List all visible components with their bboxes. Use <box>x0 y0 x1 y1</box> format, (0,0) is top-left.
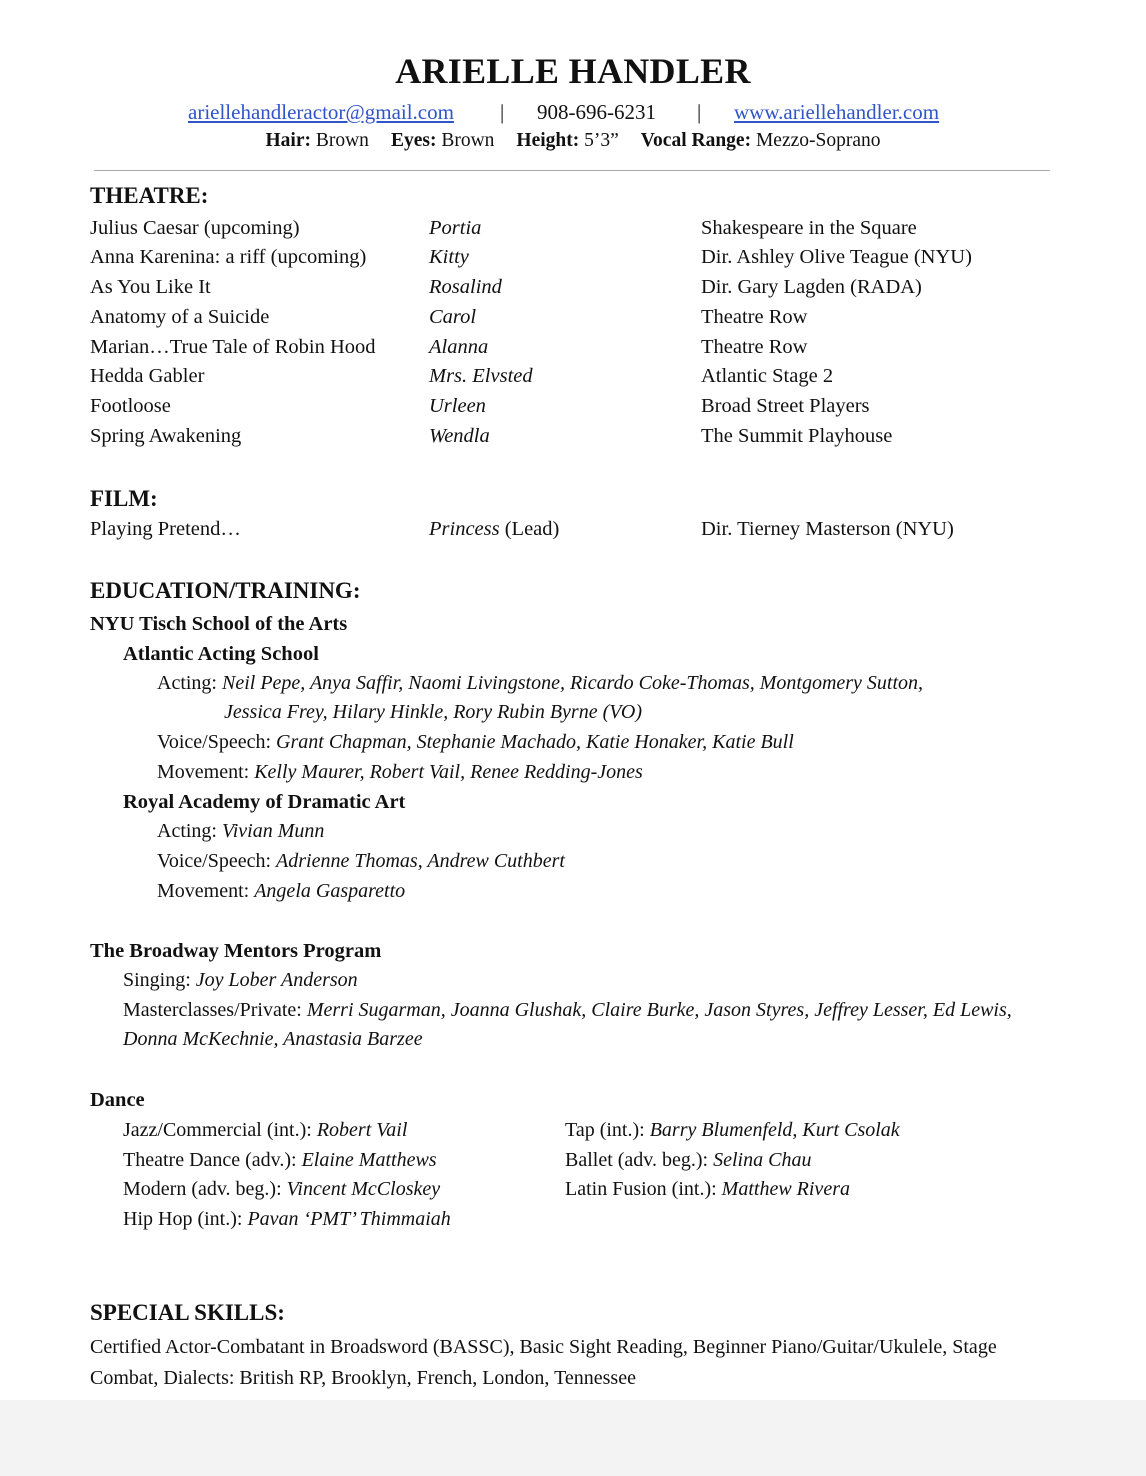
credit-title: As You Like It <box>90 276 211 298</box>
separator: | <box>697 100 702 124</box>
dance-line <box>123 1178 440 1201</box>
program-name: Atlantic Acting School <box>123 643 319 665</box>
credit-title: Anatomy of a Suicide <box>90 306 270 328</box>
credit-venue: Atlantic Stage 2 <box>701 365 834 387</box>
dance-line <box>123 1119 407 1142</box>
credit-venue: Dir. Ashley Olive Teague (NYU) <box>701 246 972 268</box>
training-label: Latin Fusion (int.): <box>565 1178 722 1200</box>
stat-value: Brown <box>441 130 495 151</box>
stat-value: Brown <box>315 130 369 151</box>
dance-line <box>123 1208 451 1231</box>
credit-role: Carol <box>429 306 477 328</box>
training-line <box>157 850 565 873</box>
training-line <box>157 731 794 754</box>
training-label: Acting: <box>157 820 222 842</box>
training-line <box>157 820 324 843</box>
stat-label: Height: <box>516 130 580 151</box>
training-label: Ballet (adv. beg.): <box>565 1149 714 1171</box>
training-label: Movement: <box>157 880 255 902</box>
teacher-list: Neil Pepe, Anya Saffir, Naomi Livingstone, Ricardo Coke-Thomas, Montgomery Sutton, <box>222 672 924 694</box>
email-link[interactable]: ariellehandleractor@gmail.com <box>188 100 454 124</box>
teacher-list: Joy Lober Anderson <box>195 969 358 991</box>
training-line <box>157 880 405 903</box>
credit-venue: Shakespeare in the Square <box>701 217 917 239</box>
dance-line <box>565 1178 850 1201</box>
credit-venue: Theatre Row <box>701 306 808 328</box>
theatre-heading: THEATRE: <box>90 183 209 208</box>
page-footer-shade <box>0 1400 1146 1476</box>
credit-title: Marian…True Tale of Robin Hood <box>90 336 376 358</box>
teacher-list: Matthew Rivera <box>721 1178 850 1200</box>
credit-role: Kitty <box>429 246 469 268</box>
teacher-list: Robert Vail <box>316 1119 408 1141</box>
training-label: Voice/Speech: <box>157 731 277 753</box>
credit-role <box>429 518 559 541</box>
role-note: (Lead) <box>499 518 560 540</box>
credit-venue: The Summit Playhouse <box>701 425 893 447</box>
skills-text: Certified Actor-Combatant in Broadsword (BASSC), Basic Sight Reading, Beginner Piano/Guitar/Ukulele, Stage Combat, Dialects: British RP, Brooklyn, French, London, Tennessee <box>90 1336 997 1389</box>
credit-role: Wendla <box>429 425 490 447</box>
training-label: Voice/Speech: <box>157 850 277 872</box>
credit-role: Alanna <box>429 336 489 358</box>
dance-heading: Dance <box>90 1089 145 1111</box>
teacher-list: Vincent McCloskey <box>286 1178 441 1200</box>
phone-number: 908-696-6231 <box>537 100 656 124</box>
credit-title: Playing Pretend… <box>90 518 241 540</box>
training-label: Acting: <box>157 672 222 694</box>
stat-label: Hair: <box>265 130 311 151</box>
header-divider <box>94 170 1050 171</box>
stat-label: Eyes: <box>390 130 437 151</box>
training-line <box>123 996 1043 1054</box>
teacher-list: Adrienne Thomas, Andrew Cuthbert <box>276 850 565 872</box>
program-name: Royal Academy of Dramatic Art <box>123 791 406 813</box>
credit-venue: Theatre Row <box>701 336 808 358</box>
teacher-list: Grant Chapman, Stephanie Machado, Katie Honaker, Katie Bull <box>276 731 794 753</box>
training-line <box>123 969 358 992</box>
training-label: Masterclasses/Private: <box>123 999 307 1021</box>
physical-stats <box>0 130 1146 152</box>
teacher-list: Merri Sugarman, Joanna Glushak, Claire Burke, Jason Styres, Jeffrey Lesser, Ed Lewis, Donna McKechnie, Anastasia Barzee <box>123 999 1012 1050</box>
credit-venue: Dir. Tierney Masterson (NYU) <box>701 518 954 540</box>
stat-value: 5’3” <box>584 130 619 151</box>
teacher-list: Barry Blumenfeld, Kurt Csolak <box>649 1119 900 1141</box>
dance-line <box>565 1149 811 1172</box>
separator: | <box>500 100 505 124</box>
stat-label: Vocal Range: <box>640 130 752 151</box>
training-label: Tap (int.): <box>565 1119 650 1141</box>
teacher-list: Jessica Frey, Hilary Hinkle, Rory Rubin Byrne (VO) <box>224 701 642 723</box>
credit-title: Spring Awakening <box>90 425 242 447</box>
credit-role: Mrs. Elvsted <box>429 365 533 387</box>
training-label: Hip Hop (int.): <box>123 1208 248 1230</box>
stat-value: Mezzo-Soprano <box>755 130 881 151</box>
credit-role: Rosalind <box>429 276 502 298</box>
program-name: The Broadway Mentors Program <box>90 940 382 962</box>
dance-line <box>123 1149 437 1172</box>
teacher-list: Selina Chau <box>713 1149 812 1171</box>
teacher-list: Angela Gasparetto <box>254 880 406 902</box>
teacher-list: Kelly Maurer, Robert Vail, Renee Redding-Jones <box>254 761 643 783</box>
training-label: Jazz/Commercial (int.): <box>123 1119 317 1141</box>
role-name: Princess <box>429 518 500 540</box>
credit-role: Portia <box>429 217 482 239</box>
website-link[interactable]: www.ariellehandler.com <box>734 100 940 124</box>
teacher-list: Vivian Munn <box>222 820 325 842</box>
actor-name: ARIELLE HANDLER <box>395 51 751 91</box>
teacher-list: Pavan ‘PMT’ Thimmaiah <box>247 1208 451 1230</box>
credit-role: Urleen <box>429 395 486 417</box>
teacher-list: Elaine Matthews <box>301 1149 437 1171</box>
credit-venue: Broad Street Players <box>701 395 870 417</box>
school-name: NYU Tisch School of the Arts <box>90 613 348 635</box>
credit-title: Hedda Gabler <box>90 365 205 387</box>
training-label: Modern (adv. beg.): <box>123 1178 287 1200</box>
training-line <box>157 761 643 784</box>
film-heading: FILM: <box>90 486 158 511</box>
training-label: Movement: <box>157 761 255 783</box>
credit-venue: Dir. Gary Lagden (RADA) <box>701 276 922 298</box>
dance-line <box>565 1119 900 1142</box>
training-label: Singing: <box>123 969 196 991</box>
training-line <box>157 672 923 695</box>
credit-title: Footloose <box>90 395 171 417</box>
training-label: Theatre Dance (adv.): <box>123 1149 302 1171</box>
credit-title: Julius Caesar (upcoming) <box>90 217 300 239</box>
education-heading: EDUCATION/TRAINING: <box>90 578 361 603</box>
skills-heading: SPECIAL SKILLS: <box>90 1300 285 1325</box>
credit-title: Anna Karenina: a riff (upcoming) <box>90 246 367 268</box>
